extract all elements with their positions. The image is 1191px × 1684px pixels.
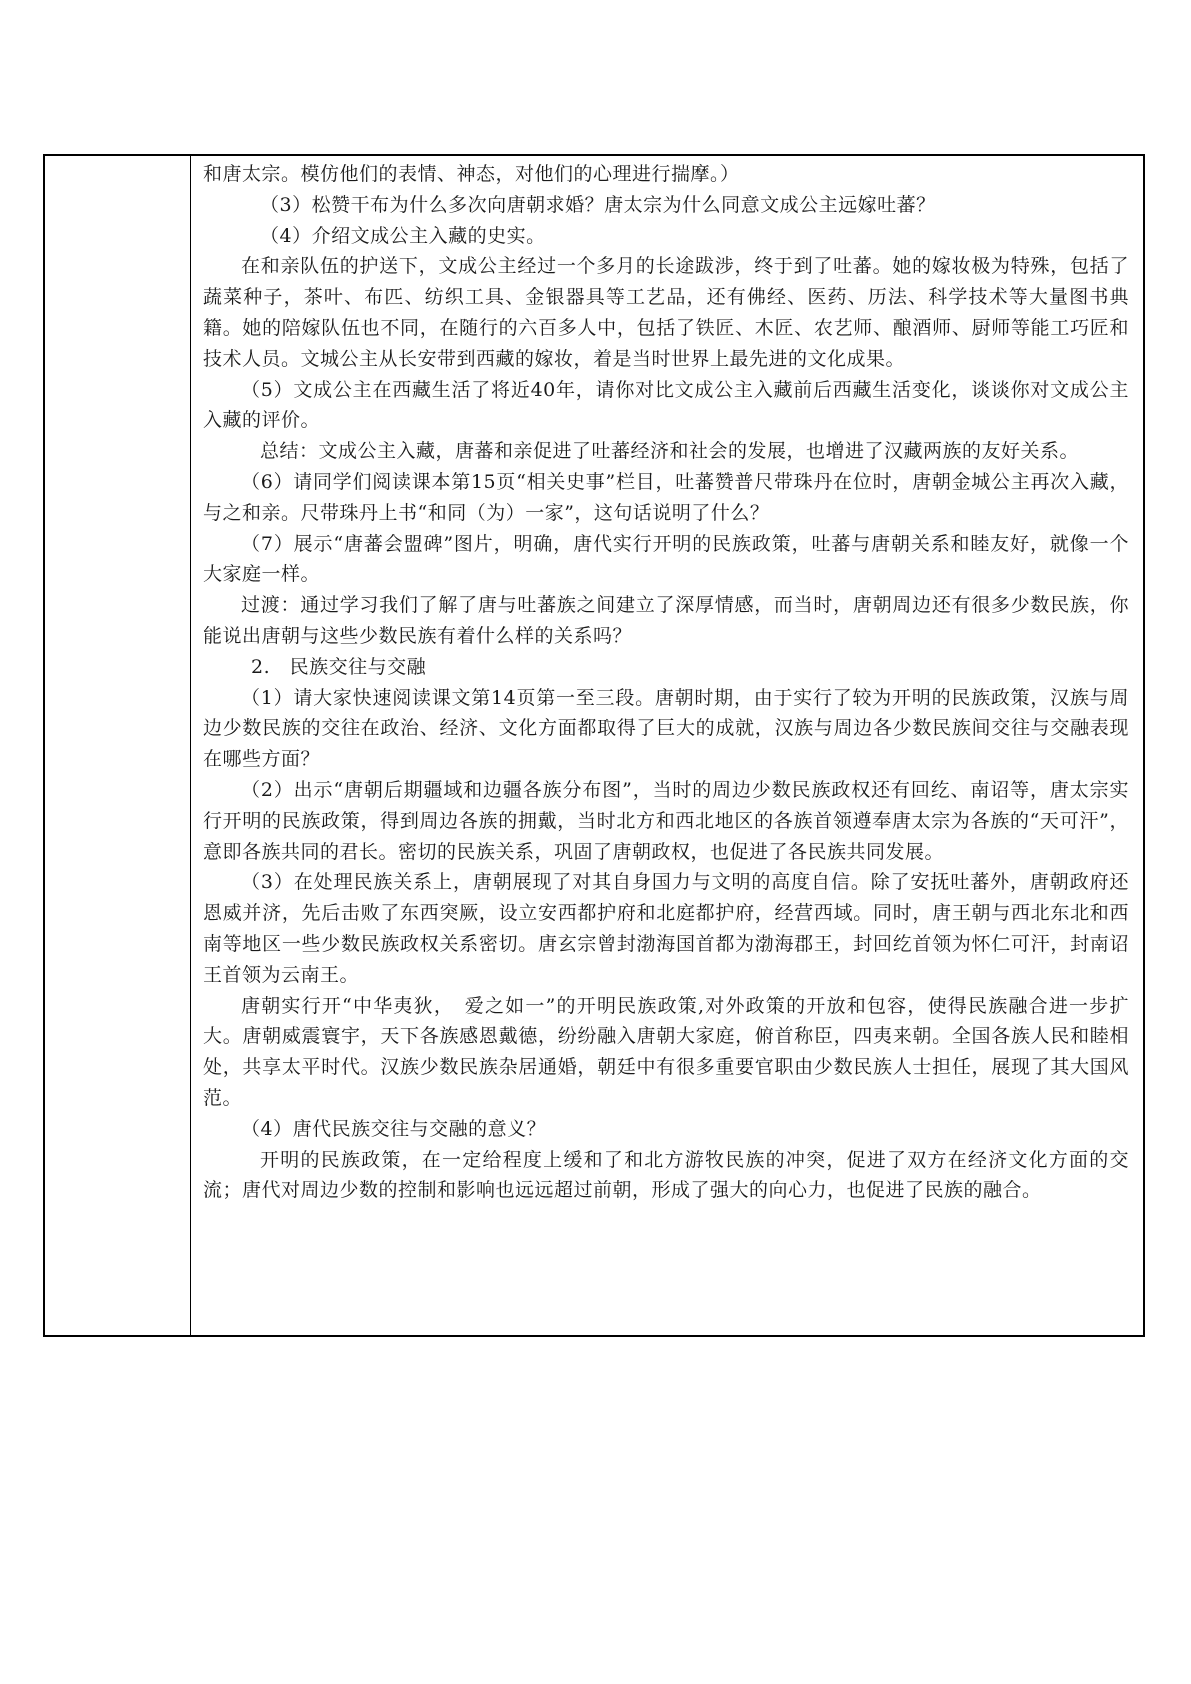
paragraph-question-5: （5）文成公主在西藏生活了将近40年，请你对比文成公主入藏前后西藏生活变化，谈谈你对文成公主入藏的评价。 xyxy=(203,378,1129,432)
paragraph-question-3: （3）松赞干布为什么多次向唐朝求婚？唐太宗为什么同意文成公主远嫁吐蕃？ xyxy=(260,193,936,216)
paragraph-section2-question-4: （4）唐代民族交往与交融的意义？ xyxy=(241,1117,547,1140)
paragraph-section2-question-1: （1）请大家快速阅读课文第14页第一至三段。唐朝时期，由于实行了较为开明的民族政策，汉族与周边少数民族的交往在政治、经济、文化方面都取得了巨大的成就，汉族与周边各少数民族间交往与交融表现在哪些方面？ xyxy=(203,686,1129,771)
lesson-table xyxy=(43,154,1145,1337)
section-heading-2: 2. 民族交往与交融 xyxy=(251,655,427,678)
paragraph-section2-question-3: （3）在处理民族关系上，唐朝展现了对其自身国力与文明的高度自信。除了安抚吐蕃外，唐朝政府还恩威并济，先后击败了东西突厥，设立安西都护府和北庭都护府，经营西域。同时，唐王朝与西北东北和西南等地区一些少数民族政权关系密切。唐玄宗曾封渤海国首都为渤海郡王，封回纥首领为怀仁可汗，封南诏王首领为云南王。 xyxy=(203,871,1129,986)
paragraph-question-7: （7）展示“唐蕃会盟碑”图片，明确，唐代实行开明的民族政策，吐蕃与唐朝关系和睦友好，就像一个大家庭一样。 xyxy=(203,532,1129,586)
table-left-cell xyxy=(45,156,191,1335)
table-content-cell xyxy=(191,156,1143,1335)
paragraph-ethnic-policy: 唐朝实行开“中华夷狄， 爱之如一”的开明民族政策,对外政策的开放和包容，使得民族融合进一步扩大。唐朝威震寰宇，天下各族感恩戴德，纷纷融入唐朝大家庭，俯首称臣，四夷来朝。全国各族人民和睦相处，共享太平时代。汉族少数民族杂居通婚，朝廷中有很多重要官职由少数民族人士担任，展现了其大国风范。 xyxy=(203,994,1129,1109)
paragraph-section2-question-2: （2）出示“唐朝后期疆域和边疆各族分布图”，当时的周边少数民族政权还有回纥、南诏等，唐太宗实行开明的民族政策，得到周边各族的拥戴，当时北方和西北地区的各族首领遵奉唐太宗为各族的“天可汗”，意即各族共同的君长。密切的民族关系，巩固了唐朝政权，也促进了各民族共同发展。 xyxy=(203,778,1129,863)
paragraph-question-4: （4）介绍文成公主入藏的史实。 xyxy=(260,224,546,247)
paragraph-question-6: （6）请同学们阅读课本第15页“相关史事”栏目，吐蕃赞普尺带珠丹在位时，唐朝金城公主再次入藏，与之和亲。尺带珠丹上书“和同（为）一家”，这句话说明了什么？ xyxy=(203,470,1129,524)
paragraph-summary: 总结：文成公主入藏，唐蕃和亲促进了吐蕃经济和社会的发展，也增进了汉藏两族的友好关系。 xyxy=(260,440,1080,463)
paragraph-intro-continuation: 和唐太宗。模仿他们的表情、神态，对他们的心理进行揣摩。） xyxy=(203,163,740,185)
paragraph-transition: 过渡：通过学习我们了解了唐与吐蕃族之间建立了深厚情感，而当时，唐朝周边还有很多少数民族，你能说出唐朝与这些少数民族有着什么样的关系吗？ xyxy=(203,594,1129,647)
paragraph-conclusion: 开明的民族政策，在一定给程度上缓和了和北方游牧民族的冲突，促进了双方在经济文化方面的交流；唐代对周边少数的控制和影响也远远超过前朝，形成了强大的向心力，也促进了民族的融合。 xyxy=(203,1148,1129,1202)
paragraph-princess-journey: 在和亲队伍的护送下，文成公主经过一个多月的长途跋涉，终于到了吐蕃。她的嫁妆极为特殊，包括了蔬菜种子，茶叶、布匹、纺织工具、金银器具等工艺品，还有佛经、医药、历法、科学技术等大量图书典籍。她的陪嫁队伍也不同，在随行的六百多人中，包括了铁匠、木匠、农艺师、酿酒师、厨师等能工巧匠和技术人员。文城公主从长安带到西藏的嫁妆，着是当时世界上最先进的文化成果。 xyxy=(203,255,1129,370)
